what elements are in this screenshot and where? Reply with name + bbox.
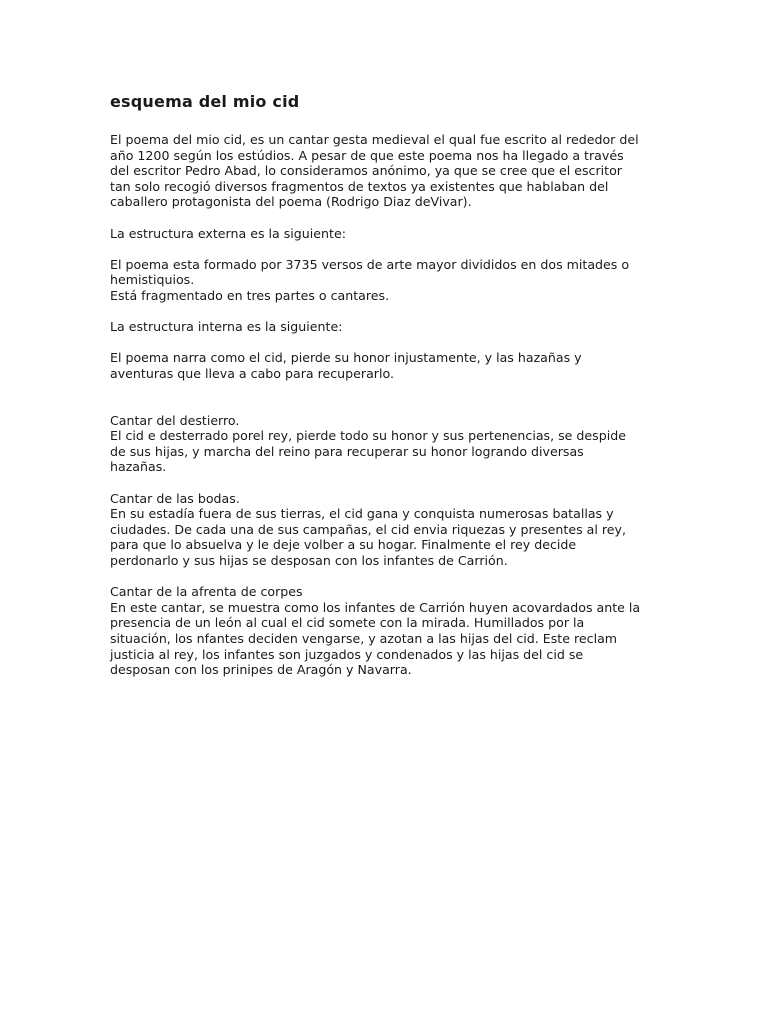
spacer	[110, 475, 670, 491]
paragraph-intro: El poema del mio cid, es un cantar gesta medieval el qual fue escrito al rededor del año 1200 según los estúdios. A pesar de que este poema nos ha llegado a través del escritor Pedro Abad, lo consideramos anónimo, ya que se cree que el escritor tan solo recogió diversos fragmentos de textos ya existentes que hablaban del caballero protagonista del poema (Rodrigo Diaz deVivar).	[110, 132, 639, 210]
paragraph-cantar-destierro: Cantar del destierro. El cid e desterrado porel rey, pierde todo su honor y sus pertenencias, se despide de sus hijas, y marcha del reino para recuperar su honor logrando diversas hazañas.	[110, 412, 626, 475]
spacer	[110, 210, 670, 226]
spacer	[110, 241, 670, 257]
paragraph-cantar-afrenta: Cantar de la afrenta de corpes En este cantar, se muestra como los infantes de Carrión huyen acovardados ante la presencia de un león al cual el cid somete con la mirada. Humillados por la situación, los nfantes deciden vengarse, y azotan a las hijas del cid. Este reclam justicia al rey, los infantes son juzgados y condenados y las hijas del cid se desposan con los prinipes de Aragón y Navarra.	[110, 584, 641, 678]
paragraph-external-structure: El poema esta formado por 3735 versos de arte mayor divididos en dos mitades o hemistiquios. Está fragmentado en tres partes o cantares.	[110, 256, 630, 303]
paragraph-cantar-bodas: Cantar de las bodas. En su estadía fuera de sus tierras, el cid gana y conquista numerosas batallas y ciudades. De cada una de sus campañas, el cid envia riquezas y presentes al rey, para que lo absuelva y le deje volber a su hogar. Finalmente el rey decide perdonarlo y sus hijas se desposan con los infantes de Carrión.	[110, 490, 626, 569]
paragraph-internal-structure: El poema narra como el cid, pierde su honor injustamente, y las hazañas y aventuras que lleva a cabo para recuperarlo.	[110, 350, 582, 381]
paragraph-internal-heading: La estructura interna es la siguiente:	[110, 319, 343, 335]
spacer	[110, 304, 670, 320]
spacer	[110, 382, 670, 413]
paragraph-external-heading: La estructura externa es la siguiente:	[110, 225, 346, 241]
document-page	[110, 92, 670, 678]
document-title: esquema del mio cid	[110, 92, 300, 111]
spacer	[110, 569, 670, 585]
spacer	[110, 335, 670, 351]
